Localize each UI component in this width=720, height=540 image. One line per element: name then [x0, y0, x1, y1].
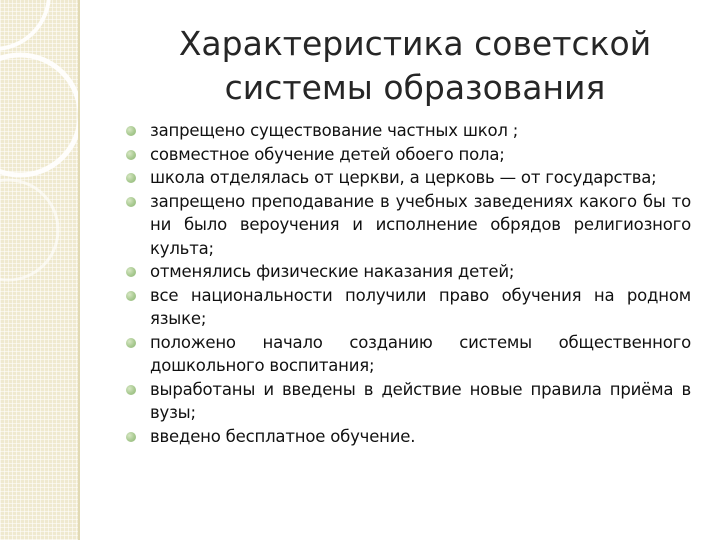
bullet-dot-icon — [126, 267, 136, 277]
bullet-dot-icon — [126, 432, 136, 442]
bullet-item — [124, 378, 691, 425]
bullet-list — [124, 119, 691, 448]
circle-ornament-icon — [0, 0, 78, 540]
bullet-dot-icon — [126, 173, 136, 183]
title-line-1: Характеристика советской — [178, 24, 652, 63]
bullet-dot-icon — [126, 385, 136, 395]
bullet-text: отменялись физические наказания детей; — [150, 262, 515, 281]
stripe-divider — [78, 0, 80, 540]
bullet-item — [124, 425, 691, 449]
bullet-text: все национальности получили право обучения на родном языке; — [150, 285, 691, 328]
bullet-item — [124, 260, 691, 284]
bullet-item — [124, 119, 691, 143]
decorative-side-stripe — [0, 0, 78, 540]
slide-title — [150, 22, 680, 110]
bullet-item — [124, 331, 691, 378]
bullet-dot-icon — [126, 150, 136, 160]
bullet-text: школа отделялась от церкви, а церковь — от государства; — [150, 168, 657, 187]
bullet-text: положено начало созданию системы общественного дошкольного воспитания; — [150, 332, 691, 375]
bullet-item — [124, 284, 691, 331]
bullet-text: совместное обучение детей обоего пола; — [150, 144, 505, 164]
bullet-item — [124, 190, 691, 261]
bullet-text: запрещено преподавание в учебных заведениях какого бы то ни было вероучения и исполнение обрядов религиозного культа; — [150, 191, 691, 258]
bullet-text: введено бесплатное обучение. — [150, 426, 416, 446]
bullet-dot-icon — [126, 197, 136, 207]
title-line-2: системы образования — [224, 68, 606, 107]
bullet-dot-icon — [126, 126, 136, 136]
bullet-item — [124, 166, 691, 190]
bullet-dot-icon — [126, 338, 136, 348]
bullet-text: выработаны и введены в действие новые правила приёма в вузы; — [150, 379, 691, 422]
bullet-text: запрещено существование частных школ ; — [150, 121, 519, 140]
bullet-dot-icon — [126, 291, 136, 301]
bullet-item — [124, 143, 691, 167]
